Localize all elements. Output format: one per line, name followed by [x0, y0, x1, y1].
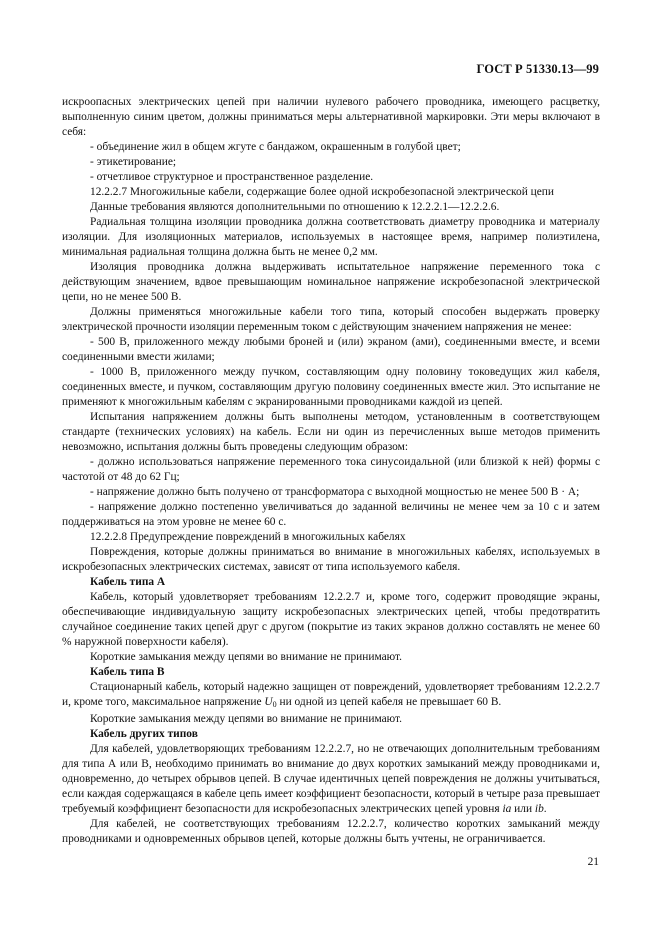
voltage-symbol: U	[264, 696, 273, 708]
list-item: - напряжение должно быть получено от трансформатора с выходной мощностью не менее 500 В · А;	[90, 486, 580, 498]
text-run: Стационарный кабель, который надежно защищен от повреждений, удовлетворяет требованиям 12.2.2.7 и, кроме того, максимальное напряжение	[62, 681, 600, 708]
text-run: ни одной из цепей кабеля не превышает 60 В.	[276, 696, 502, 708]
paragraph: Повреждения, которые должны приниматься во внимание в многожильных кабелях, используемых в искробезопасных электрических системах, зависят от типа используемого кабеля.	[62, 546, 600, 573]
text-run: или	[511, 803, 535, 815]
list-item: - напряжение должно постепенно увеличиваться до заданной величины не менее чем за 10 с и затем поддерживаться на этом уровне не менее 60 с.	[62, 501, 600, 528]
paragraph: Радиальная толщина изоляции проводника должна соответствовать диаметру проводника и материалу изоляции. Для изоляционных материалов, используемых в настоящее время, например полиэтилена, минимальная радиальная толщина должна быть не менее 0,2 мм.	[62, 216, 600, 258]
level-ib: ib	[534, 803, 544, 815]
paragraph: Короткие замыкания между цепями во внимание не принимают.	[90, 651, 402, 663]
heading-cable-type-b: Кабель типа В	[90, 666, 165, 678]
list-item: - этикетирование;	[90, 156, 177, 168]
list-item: - должно использоваться напряжение переменного тока синусоидальной (или близкой к ней) формы с частотой от 48 до 62 Гц;	[62, 456, 600, 483]
paragraph: Для кабелей, не соответствующих требованиям 12.2.2.7, количество коротких замыканий между проводниками и одновременных обрывов цепей, которые должны быть учтены, не ограничивается.	[62, 818, 600, 845]
voltage-subscript: 0	[272, 700, 277, 709]
paragraph-other-types	[62, 742, 600, 817]
document-id-header: ГОСТ Р 51330.13—99	[476, 62, 599, 76]
paragraph: Должны применяться многожильные кабели того типа, который способен выдержать проверку электрической прочности изоляции переменным током с действующим значением напряжения не менее:	[62, 306, 600, 333]
paragraph: Изоляция проводника должна выдерживать испытательное напряжение переменного тока с действующим значением, вдвое превышающим номинальное напряжение искробезопасной электрической цепи, но не менее 500 В.	[62, 261, 600, 303]
text-run: .	[543, 803, 547, 815]
section-heading-12-2-2-8: 12.2.2.8 Предупреждение повреждений в многожильных кабелях	[90, 531, 406, 543]
paragraph: Испытания напряжением должны быть выполнены методом, установленным в соответствующем стандарте (технических условиях) на кабель. Если ни один из перечисленных выше методов применить невозможно, испытания должны быть проведены следующим образом:	[62, 411, 600, 453]
level-ia: ia	[502, 803, 512, 815]
paragraph: Короткие замыкания между цепями во внимание не принимают.	[90, 713, 402, 725]
paragraph: искроопасных электрических цепей при наличии нулевого рабочего проводника, имеющего расцветку, выполненную синим цветом, должны приниматься меры альтернативной маркировки. Эти меры включают в себя:	[62, 96, 600, 138]
list-item: - 1000 В, приложенного между пучком, составляющим одну половину токоведущих жил кабеля, соединенных вместе, и пучком, составляющим другую половину соединенных вместе жил. Это испытание не применяют к многожильным кабелям с экранированными проводниками каждой из цепей.	[62, 366, 600, 408]
heading-cable-other-types: Кабель других типов	[90, 728, 198, 740]
list-item: - объединение жил в общем жгуте с бандажом, окрашенным в голубой цвет;	[90, 141, 461, 153]
list-item: - 500 В, приложенного между любыми броней и (или) экраном (ами), соединенными вместе, и всеми соединенными вмести жилами;	[62, 336, 600, 363]
list-item: - отчетливое структурное и пространственное разделение.	[90, 171, 374, 183]
text-run: Для кабелей, удовлетворяющих требованиям 12.2.2.7, но не отвечающих дополнительным требованиям для типа А или В, необходимо принимать во внимание до двух коротких замыканий между проводниками и, одновременно, до четырех обрывов цепей. В случае идентичных цепей повреждения не должны учитываться, если каждая содержащаяся в кабеле цепь имеет коэффициент безопасности, который в четыре раза превышает требуемый коэффициент безопасности для искробезопасных электрических цепей уровня	[62, 743, 600, 815]
document-body	[62, 95, 600, 847]
heading-cable-type-a: Кабель типа А	[90, 576, 166, 588]
paragraph-type-b	[62, 680, 600, 712]
paragraph: Кабель, который удовлетворяет требованиям 12.2.2.7 и, кроме того, содержит проводящие экраны, обеспечивающие индивидуальную защиту искробезопасных электрических цепей, чтобы предотвратить случайное соединение таких цепей друг с другом (покрытие из таких экранов должно составлять не менее 60 % наружной поверхности кабеля).	[62, 591, 600, 648]
section-heading-12-2-2-7: 12.2.2.7 Многожильные кабели, содержащие более одной искробезопасной электрической цепи	[90, 186, 554, 198]
paragraph: Данные требования являются дополнительными по отношению к 12.2.2.1—12.2.2.6.	[90, 201, 500, 213]
page-number: 21	[587, 856, 599, 868]
